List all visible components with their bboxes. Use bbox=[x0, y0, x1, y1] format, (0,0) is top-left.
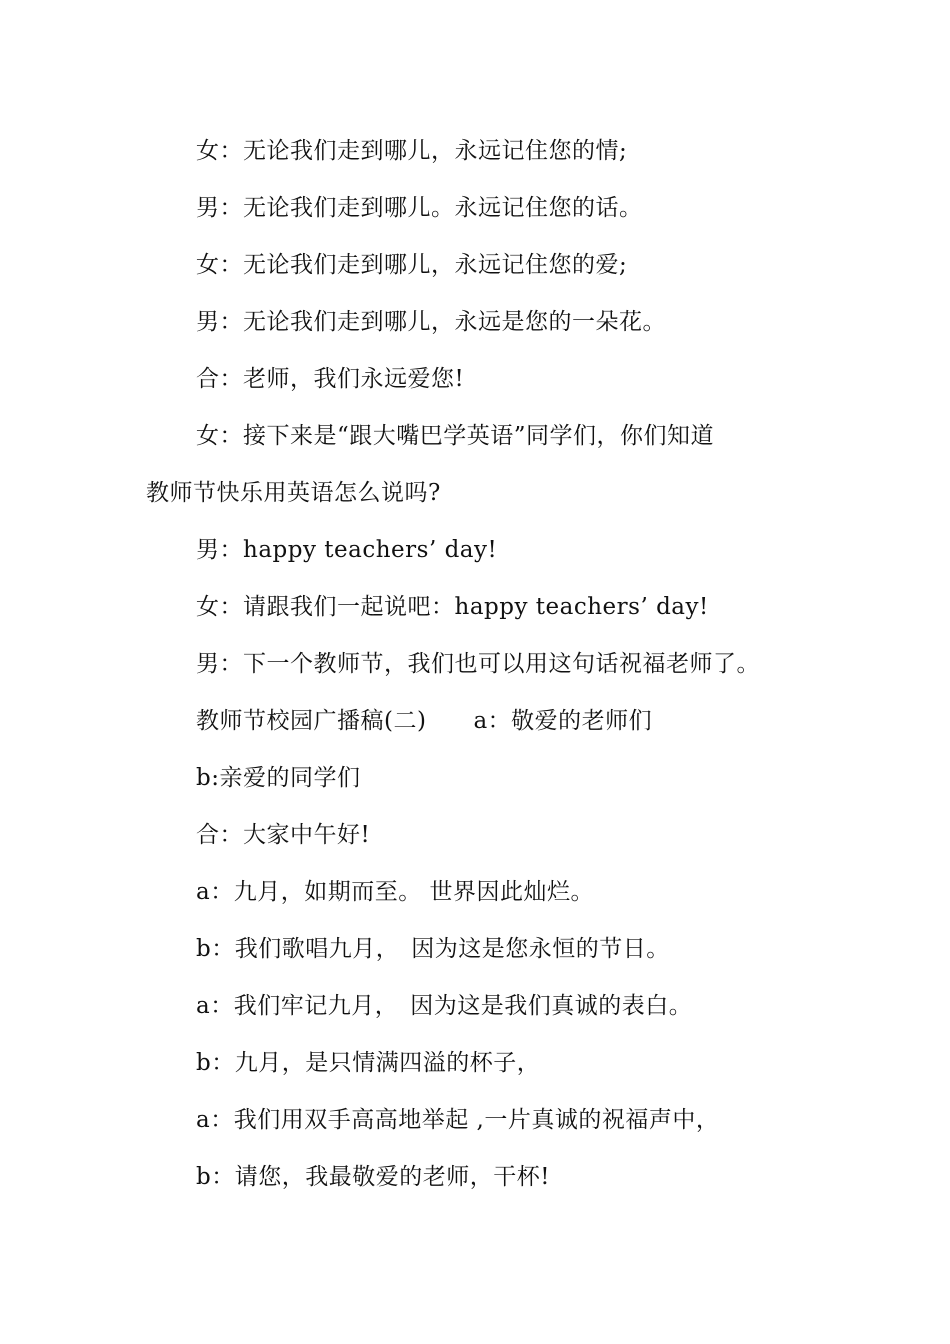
paragraph-line: b：九月，是只情满四溢的杯子， bbox=[196, 1050, 541, 1076]
paragraph-line: 女：无论我们走到哪儿，永远记住您的情; bbox=[196, 138, 628, 164]
paragraph-line: b：我们歌唱九月， 因为这是您永恒的节日。 bbox=[196, 936, 670, 962]
paragraph-line: b:亲爱的同学们 bbox=[196, 765, 361, 791]
paragraph-line: a：我们用双手高高地举起 ,一片真诚的祝福声中， bbox=[196, 1107, 720, 1133]
paragraph-line: 男：下一个教师节，我们也可以用这句话祝福老师了。 bbox=[196, 651, 760, 677]
paragraph-line: 女：请跟我们一起说吧：happy teachers’ day! bbox=[196, 594, 709, 620]
paragraph-line: 男：无论我们走到哪儿，永远是您的一朵花。 bbox=[196, 309, 666, 335]
paragraph-line: 合：老师，我们永远爱您! bbox=[196, 366, 465, 392]
paragraph-line: a：我们牢记九月， 因为这是我们真诚的表白。 bbox=[196, 993, 693, 1019]
paragraph-line: 男：无论我们走到哪儿。永远记住您的话。 bbox=[196, 195, 643, 221]
paragraph-line: b：请您，我最敬爱的老师，干杯! bbox=[196, 1164, 550, 1190]
paragraph-line: 女：无论我们走到哪儿，永远记住您的爱; bbox=[196, 252, 628, 278]
paragraph-continuation: 教师节快乐用英语怎么说吗? bbox=[146, 480, 441, 506]
paragraph-line: a：九月，如期而至。 世界因此灿烂。 bbox=[196, 879, 595, 905]
paragraph-line: 男：happy teachers’ day! bbox=[196, 537, 498, 563]
paragraph-line: 合：大家中午好! bbox=[196, 822, 371, 848]
section-heading-line: 教师节校园广播稿(二) a：敬爱的老师们 bbox=[196, 708, 653, 734]
paragraph-line: 女：接下来是“跟大嘴巴学英语”同学们，你们知道 bbox=[196, 423, 715, 449]
